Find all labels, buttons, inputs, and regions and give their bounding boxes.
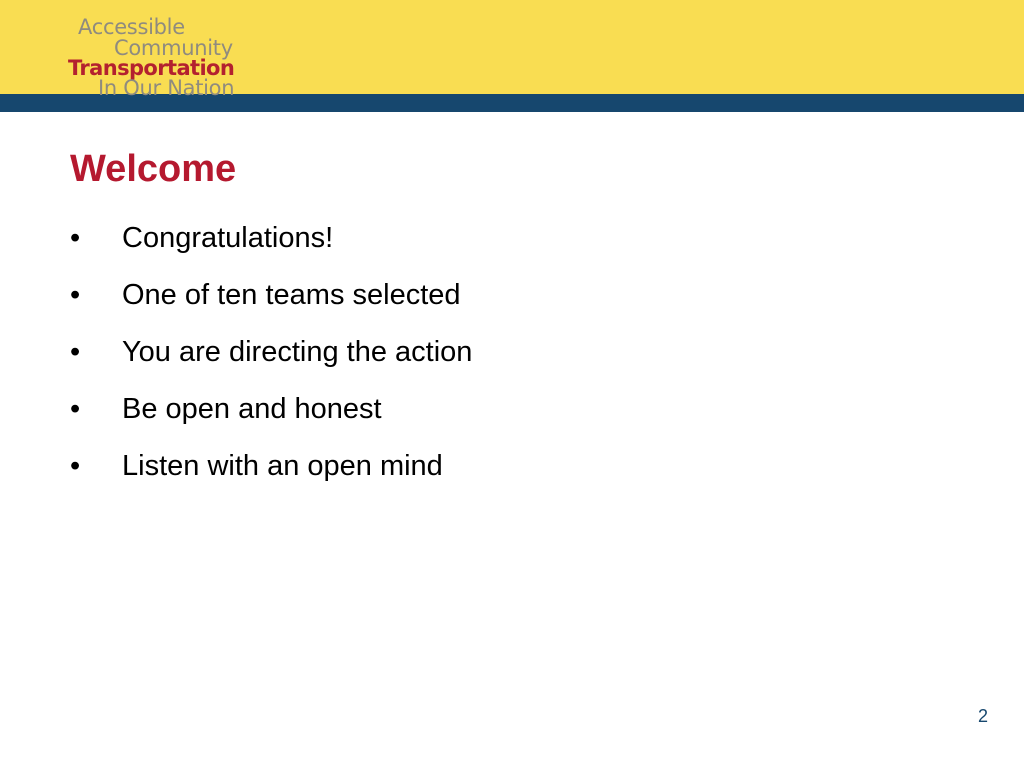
logo-line-1: Accessible — [78, 15, 185, 39]
bullet-dot-icon: • — [70, 222, 81, 254]
bullet-text: Be open and honest — [122, 393, 382, 425]
logo-line-2: Community — [114, 36, 233, 60]
page-number: 2 — [977, 706, 988, 726]
slide-title: Welcome — [70, 148, 237, 190]
bullet-text: You are directing the action — [122, 336, 473, 368]
bullet-dot-icon: • — [70, 279, 81, 311]
logo-line-3: Transportation — [68, 56, 235, 80]
bullet-text: One of ten teams selected — [122, 279, 461, 311]
logo-line-4: In Our Nation — [98, 76, 235, 100]
bullet-dot-icon: • — [70, 450, 81, 482]
acti-logo — [66, 14, 266, 100]
bullet-text: Listen with an open mind — [122, 450, 443, 482]
bullet-text: Congratulations! — [122, 222, 334, 254]
bullet-dot-icon: • — [70, 336, 81, 368]
bullet-dot-icon: • — [70, 393, 81, 425]
